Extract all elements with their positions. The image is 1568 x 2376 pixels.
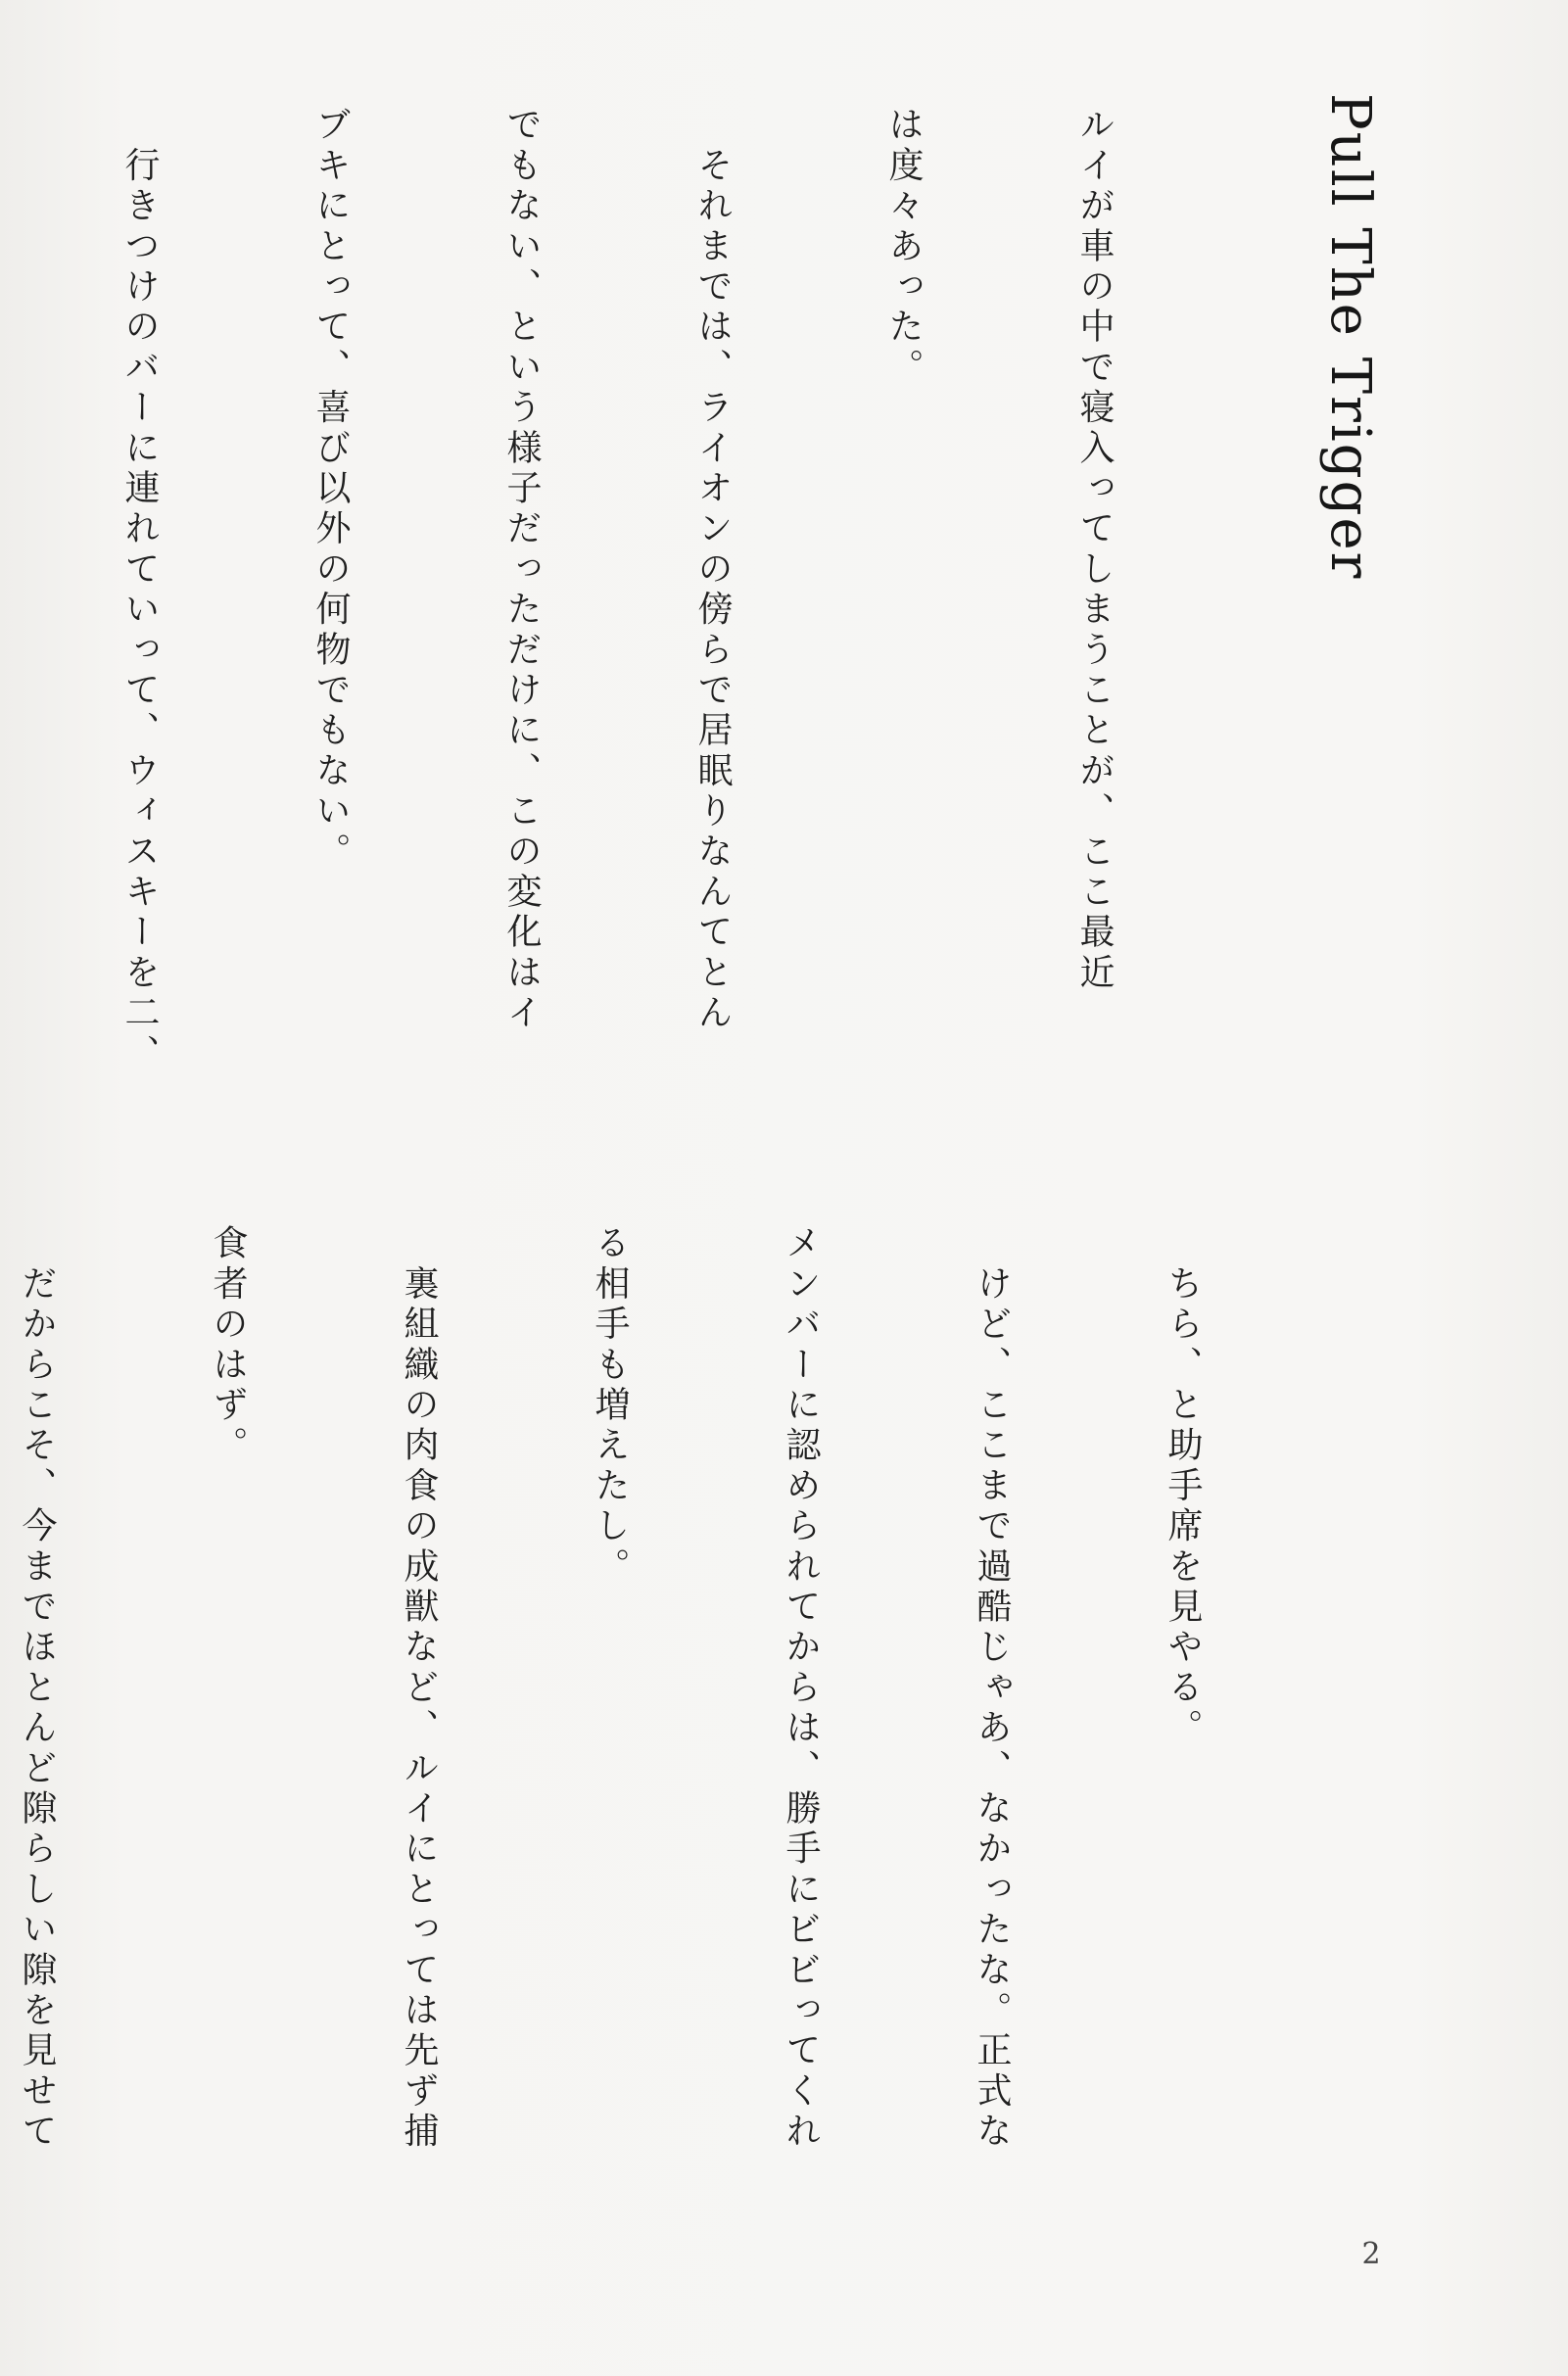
text-line: ブキにとって、喜び以外の何物でもない。 bbox=[310, 106, 351, 873]
chapter-title: Pull The Trigger bbox=[1318, 93, 1382, 581]
text-line: ルイが車の中で寝入ってしまうことが、ここ最近 bbox=[1074, 106, 1115, 994]
text-line: だからこそ、今までほとんど隙らしい隙を見せて bbox=[17, 1224, 57, 2153]
page-number: 2 bbox=[1361, 2237, 1381, 2271]
text-line: 裏組織の肉食の成獣など、ルイにとっては先ず捕 bbox=[399, 1224, 439, 2153]
text-line: でもない、という様子だっただけに、この変化はイ bbox=[501, 106, 542, 1034]
text-line: る相手も増えたし。 bbox=[590, 1224, 630, 1588]
lower-text-block bbox=[17, 1224, 1342, 2282]
text-line: それまでは、ライオンの傍らで居眠りなんてとん bbox=[692, 106, 733, 1034]
text-line: けど、ここまで過酷じゃあ、なかったな。正式な bbox=[972, 1224, 1012, 2153]
text-line: 行きつけのバーに連れていって、ウィスキーを二、 bbox=[119, 106, 160, 1074]
text-line: メンバーに認められてからは、勝手にビビってくれ bbox=[781, 1224, 821, 2153]
upper-text-block bbox=[93, 106, 1254, 1164]
text-line: ちら、と助手席を見やる。 bbox=[1163, 1224, 1203, 1749]
text-line: は度々あった。 bbox=[883, 106, 924, 389]
text-line: 食者のはず。 bbox=[208, 1224, 248, 1467]
